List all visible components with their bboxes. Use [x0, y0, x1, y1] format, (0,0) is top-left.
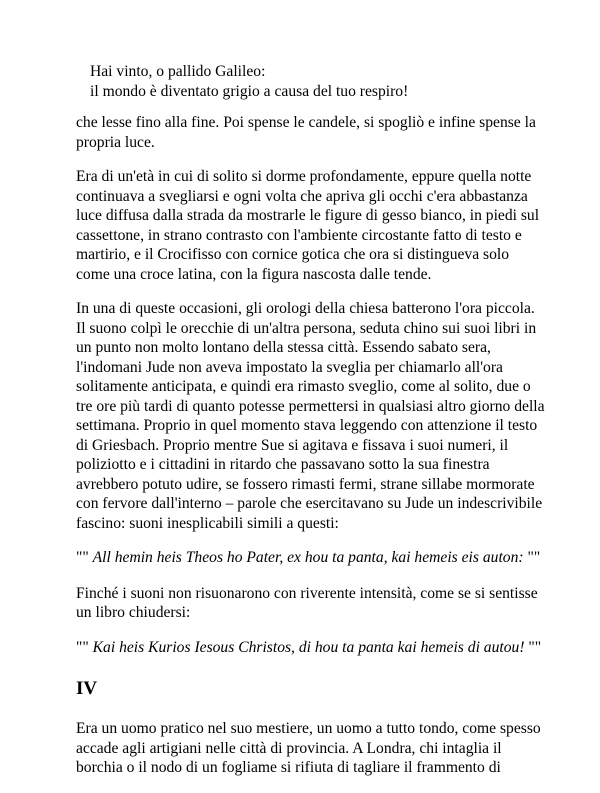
- quote-1-close-marks: "": [523, 549, 541, 566]
- greek-quote-2: [76, 638, 546, 658]
- quote-2-open-marks: "": [76, 638, 93, 656]
- quote-2-close-marks: "": [524, 638, 542, 656]
- verse-line-2: il mondo è diventato grigio a causa del tuo respiro!: [90, 82, 409, 100]
- quote-1-text: All hemin heis Theos ho Pater, ex hou ta panta, kai hemeis eis auton:: [92, 549, 524, 566]
- paragraph-2: Era di un'età in cui di solito si dorme profondamente, eppure quella notte continuava a svegliarsi e ogni volta che apriva gli occhi c'era abbastanza luce diffusa dalla strada da mostrarle le figure di gesso bianco, in piedi sul cassettone, in strano contrasto con l'ambiente circostante fatto di testo e martirio, e il Crocifisso con cornice gotica che ora si distingueva solo come una croce latina, con la figura nascosta dalle tende.: [76, 168, 540, 283]
- chapter-heading: IV: [76, 678, 98, 699]
- verse-line-1: Hai vinto, o pallido Galileo:: [90, 63, 266, 80]
- verse-epigraph: [90, 62, 546, 101]
- greek-quote-1: [76, 548, 546, 568]
- paragraph-4: Finché i suoni non risuonarono con riverente intensità, come se si sentisse un libro chiudersi:: [76, 584, 538, 621]
- paragraph-5: Era un uomo pratico nel suo mestiere, un uomo a tutto tondo, come spesso accade agli artigiani nelle città di provincia. A Londra, chi intaglia il borchia o il nodo di un fogliame si rifiuta di tagliare il frammento di: [76, 720, 541, 776]
- paragraph-1: che lesse fino alla fine. Poi spense le candele, si spogliò e infine spense la propria luce.: [76, 114, 536, 151]
- quote-1-open-marks: "": [76, 549, 93, 566]
- quote-2-text: Kai heis Kurios Iesous Christos, di hou ta panta kai hemeis di autou!: [92, 638, 525, 656]
- paragraph-3: In una di queste occasioni, gli orologi della chiesa batterono l'ora piccola. Il suono colpì le orecchie di un'altra persona, seduta chino sui suoi libri in un punto non molto lontano della stessa città. Essendo sabato sera, l'indomani Jude non aveva impostato la sveglia per chiamarlo all'ora solitamente anticipata, e quindi era rimasto sveglio, come al solito, due o tre ore più tardi di quanto potesse permettersi in qualsiasi altro giorno della settimana. Proprio in quel momento stava leggendo con attenzione il testo di Griesbach. Proprio mentre Sue si agitava e fissava i suoi numeri, il poliziotto e i cittadini in ritardo che passavano sotto la sua finestra avrebbero potuto udire, se fossero rimasti fermi, strane sillabe mormorate con fervore dall'interno – parole che esercitavano su Jude un indescrivibile fascino: suoni inesplicabili simili a questi:: [76, 300, 545, 532]
- document-page: [76, 62, 546, 793]
